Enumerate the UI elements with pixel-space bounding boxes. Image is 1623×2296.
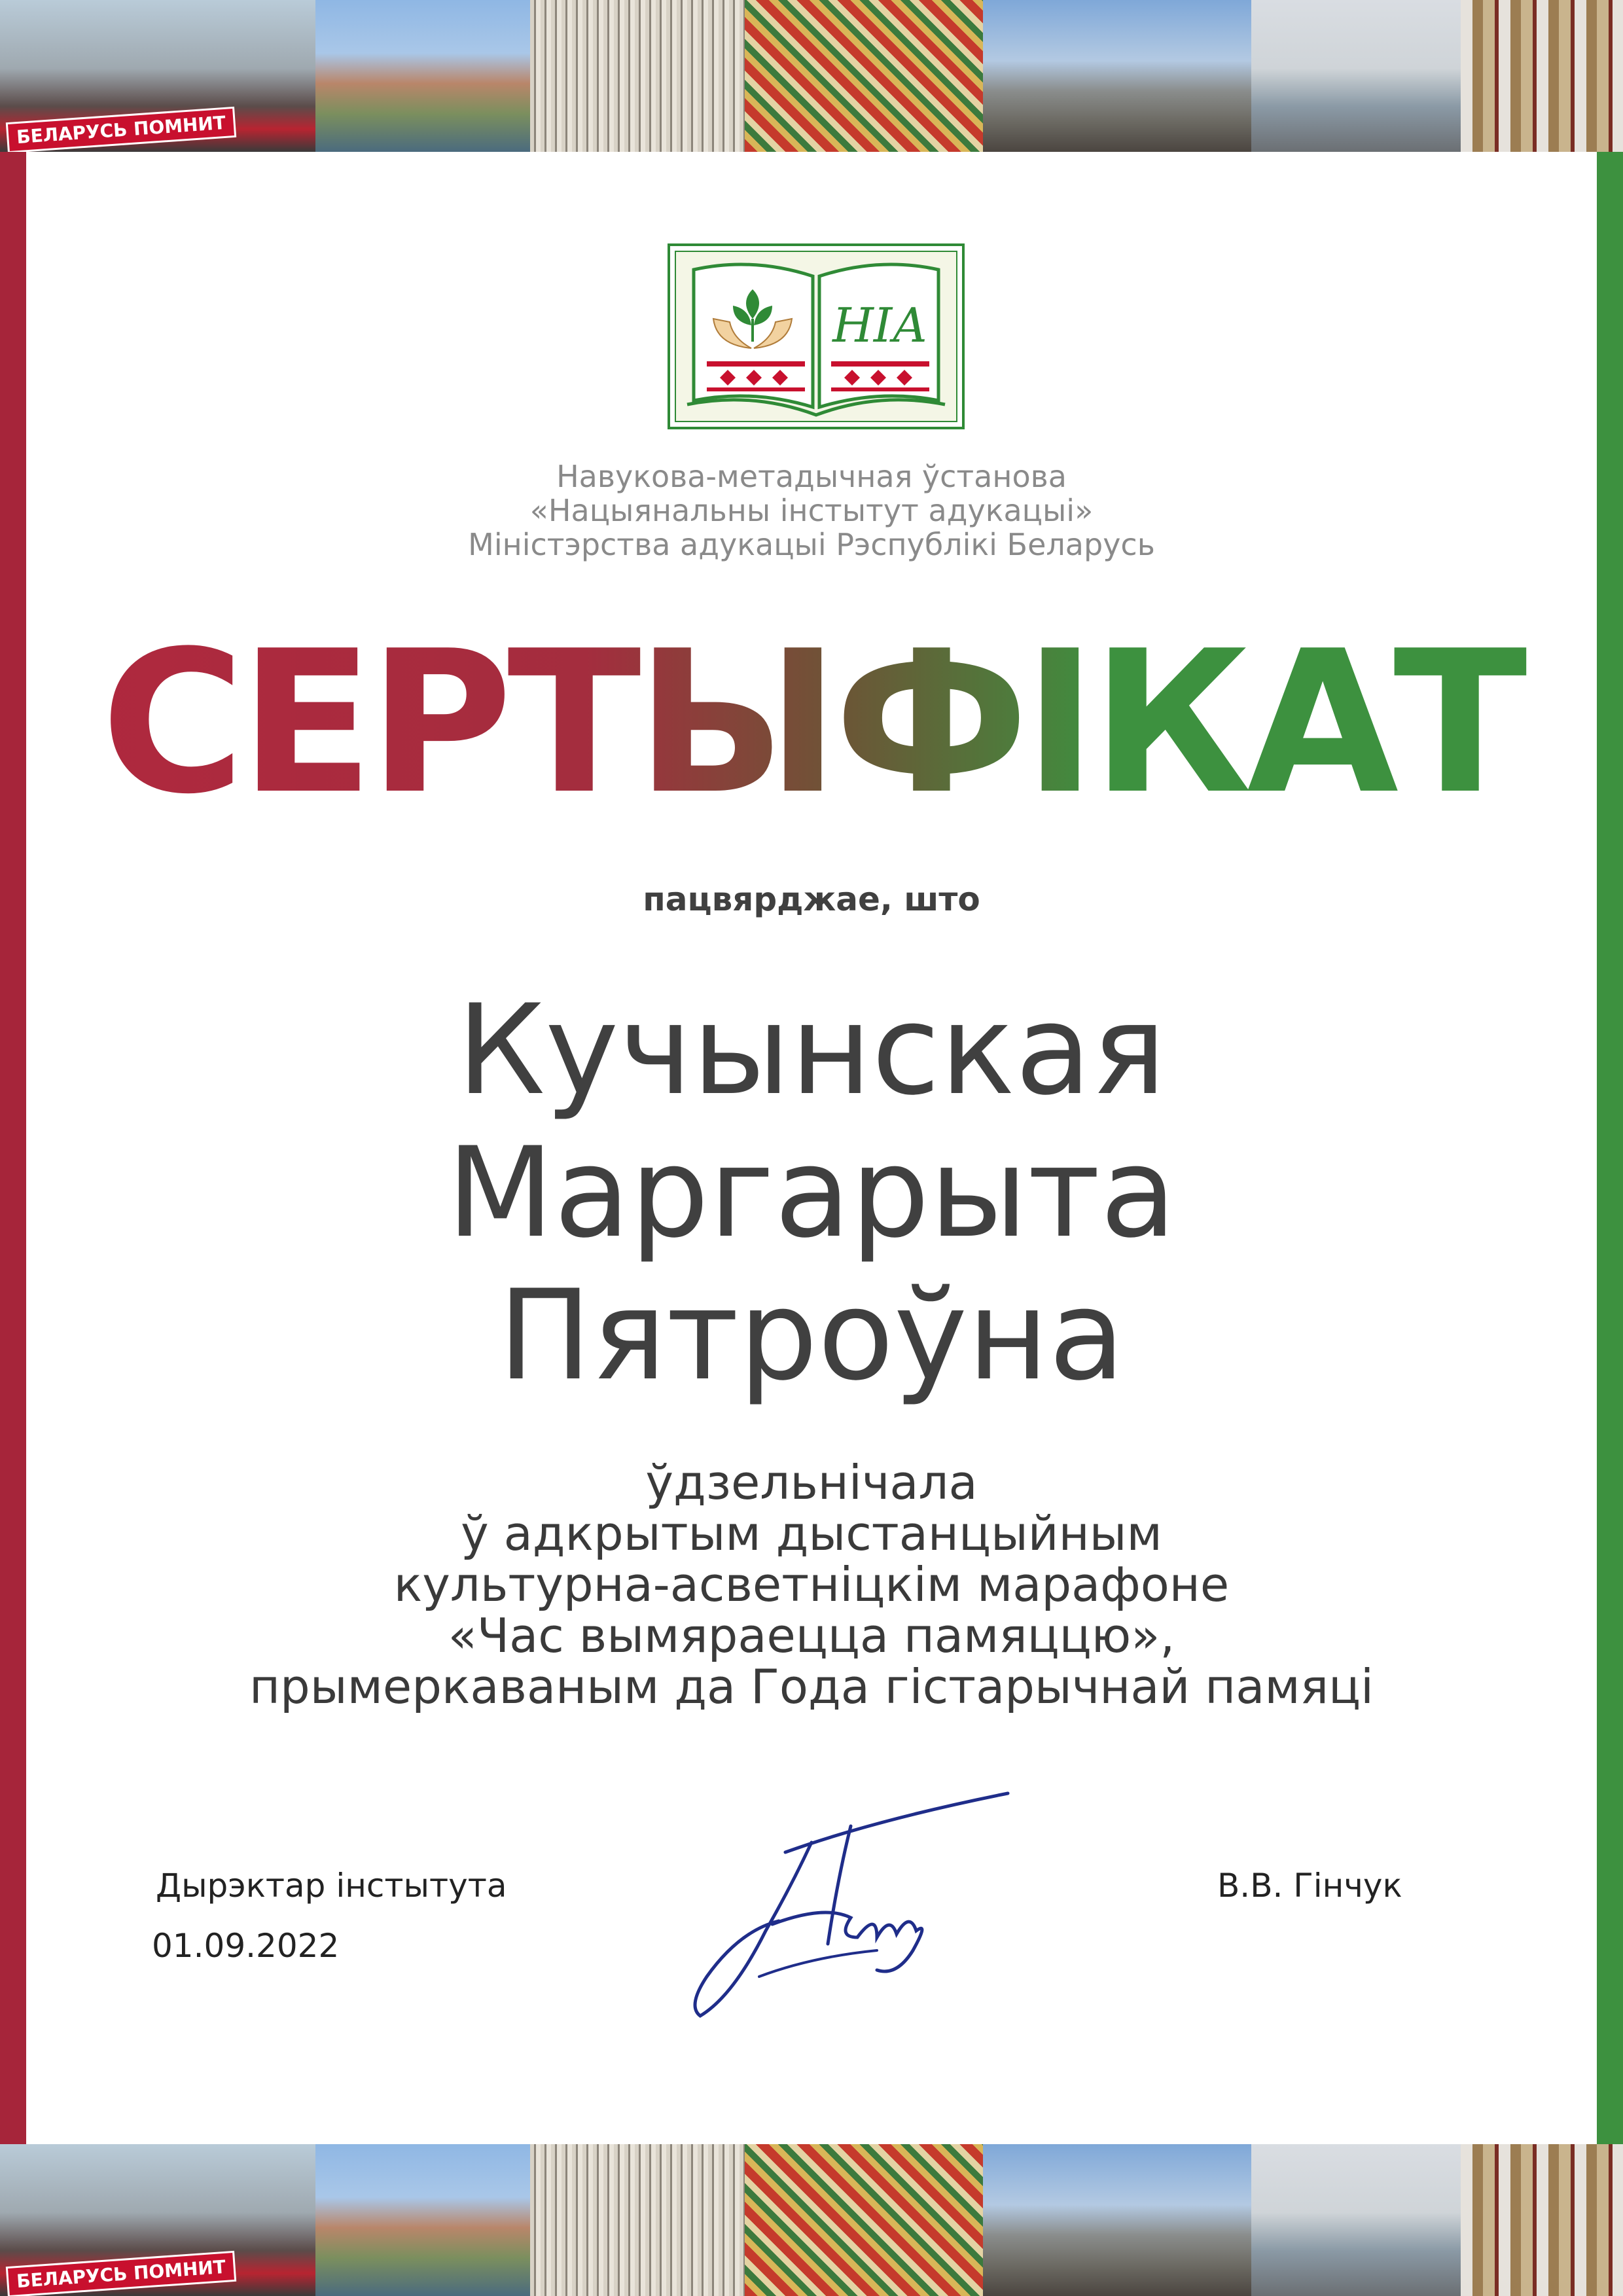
body-line-2: ў адкрытым дыстанцыйным xyxy=(461,1506,1162,1561)
right-green-border xyxy=(1597,152,1623,2144)
parade-banner-text: БЕЛАРУСЬ ПОМНИТ xyxy=(6,107,237,152)
director-position: Дырэктар інстытута xyxy=(156,1867,507,1905)
castle-photo xyxy=(315,2144,530,2296)
bottom-photo-strip xyxy=(0,2144,1623,2296)
body-line-5: прымеркаваным да Года гістарычнай памяці xyxy=(249,1659,1374,1714)
recipient-surname: Кучынская xyxy=(457,978,1166,1122)
painting-photo xyxy=(1251,0,1461,152)
logo-monogram: НІА xyxy=(832,298,928,353)
certificate-date: 01.09.2022 xyxy=(152,1927,340,1965)
institute-logo xyxy=(668,243,965,429)
parade-banner-text: БЕЛАРУСЬ ПОМНИТ xyxy=(6,2251,237,2296)
embroidery-photo xyxy=(745,0,983,152)
confirms-text: пацвярджае, што xyxy=(643,880,980,918)
memorial-photo xyxy=(983,2144,1251,2296)
signature xyxy=(681,1780,1021,2029)
castle-photo xyxy=(315,0,530,152)
body-line-3: культурна-асветніцкім марафоне xyxy=(393,1557,1230,1612)
painting-photo xyxy=(1251,2144,1461,2296)
dolls-photo xyxy=(1461,0,1623,152)
institution-line-3: Міністэрства адукацыі Рэспублікі Беларусь xyxy=(468,527,1155,562)
left-red-border xyxy=(0,152,26,2144)
body-line-4: «Час вымяраецца памяццю», xyxy=(448,1608,1175,1663)
certificate-title: СЕРТЫФІКАТ xyxy=(59,615,1564,831)
institution-line-2: «Нацыянальны інстытут адукацыі» xyxy=(529,493,1094,528)
parade-photo xyxy=(0,2144,315,2296)
parade-photo xyxy=(0,0,315,152)
dolls-photo xyxy=(1461,2144,1623,2296)
embroidery-photo xyxy=(745,2144,983,2296)
signer-name: В.В. Гінчук xyxy=(1217,1867,1402,1905)
engraving-photo xyxy=(530,0,745,152)
engraving-photo xyxy=(530,2144,745,2296)
recipient-patronymic: Пятроўна xyxy=(498,1263,1125,1408)
institution-line-1: Навукова-метадычная ўстанова xyxy=(556,459,1067,494)
top-photo-strip xyxy=(0,0,1623,152)
body-line-1: ўдзельнічала xyxy=(645,1455,978,1510)
recipient-first-name: Маргарыта xyxy=(446,1121,1177,1265)
memorial-photo xyxy=(983,0,1251,152)
